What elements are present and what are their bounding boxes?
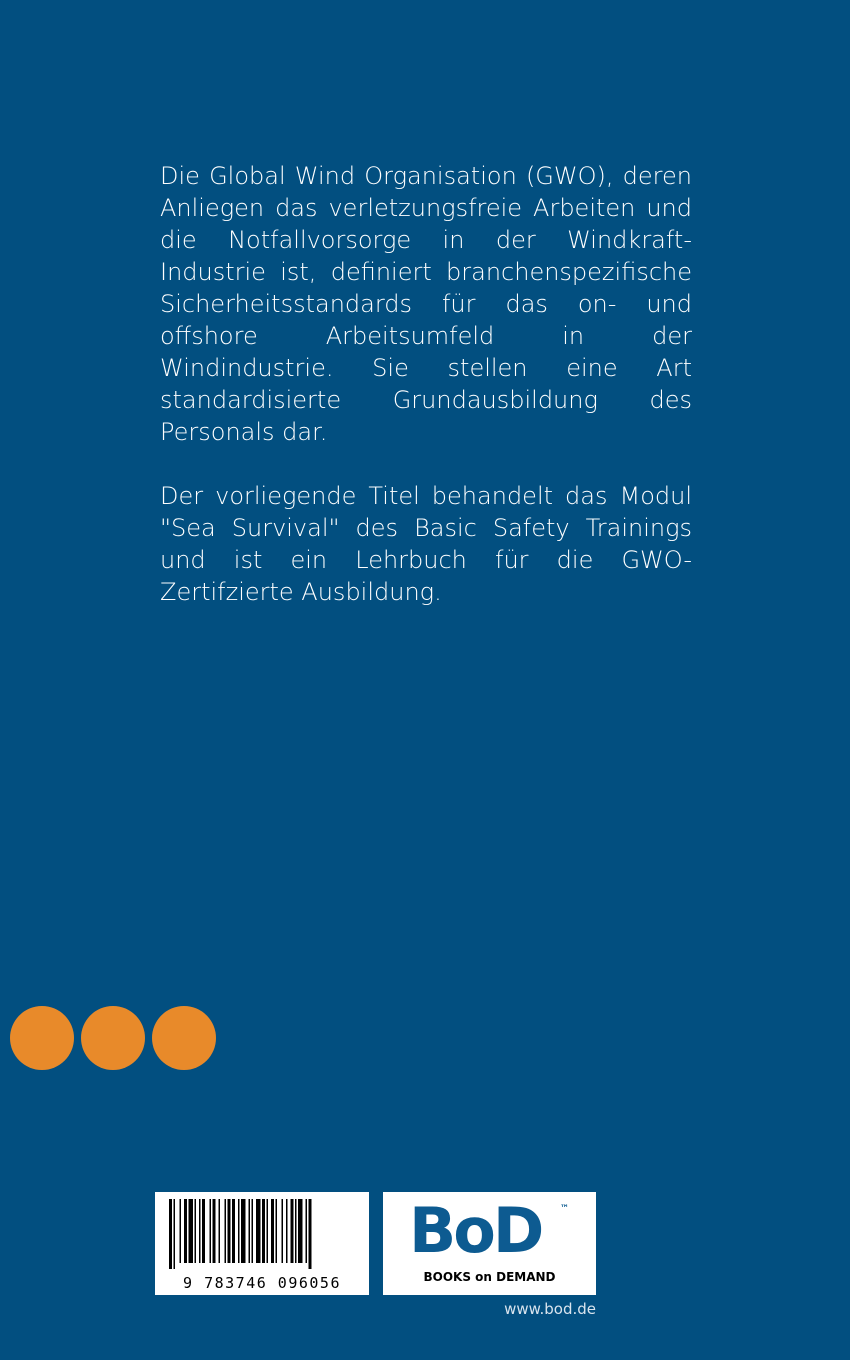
publisher-tagline: BOOKS on DEMAND [423, 1270, 556, 1284]
publisher-logo [383, 1192, 596, 1295]
orange-dot [81, 1006, 145, 1070]
isbn-number: 9 783746 096056 [183, 1274, 341, 1292]
bod-logo-text: BoD [409, 1194, 542, 1267]
back-cover-blurb [160, 160, 692, 608]
decorative-dots [10, 1006, 220, 1070]
isbn-barcode [155, 1192, 369, 1295]
blurb-paragraph-2: Der vorliegende Titel behandelt das Modul "Sea Survival" des Basic Safety Trainings und ist ein Lehrbuch für die GWO-Zertifzierte Ausbildung. [160, 482, 692, 606]
barcode-icon [169, 1199, 355, 1269]
publisher-website: www.bod.de [504, 1300, 596, 1318]
orange-dot [152, 1006, 216, 1070]
blurb-paragraph-1: Die Global Wind Organisation (GWO), deren Anliegen das verletzungsfreie Arbeiten und die Notfallvorsorge in der Windkraft- Industrie ist, definiert branchenspezifische Sicherheitsstandards für das on- und offshore Arbeitsumfeld in der Windindustrie. Sie stellen eine Art standardisierte Grundausbildung des Personals dar. [160, 162, 692, 446]
trademark-mark: ™ [560, 1204, 569, 1214]
orange-dot [10, 1006, 74, 1070]
